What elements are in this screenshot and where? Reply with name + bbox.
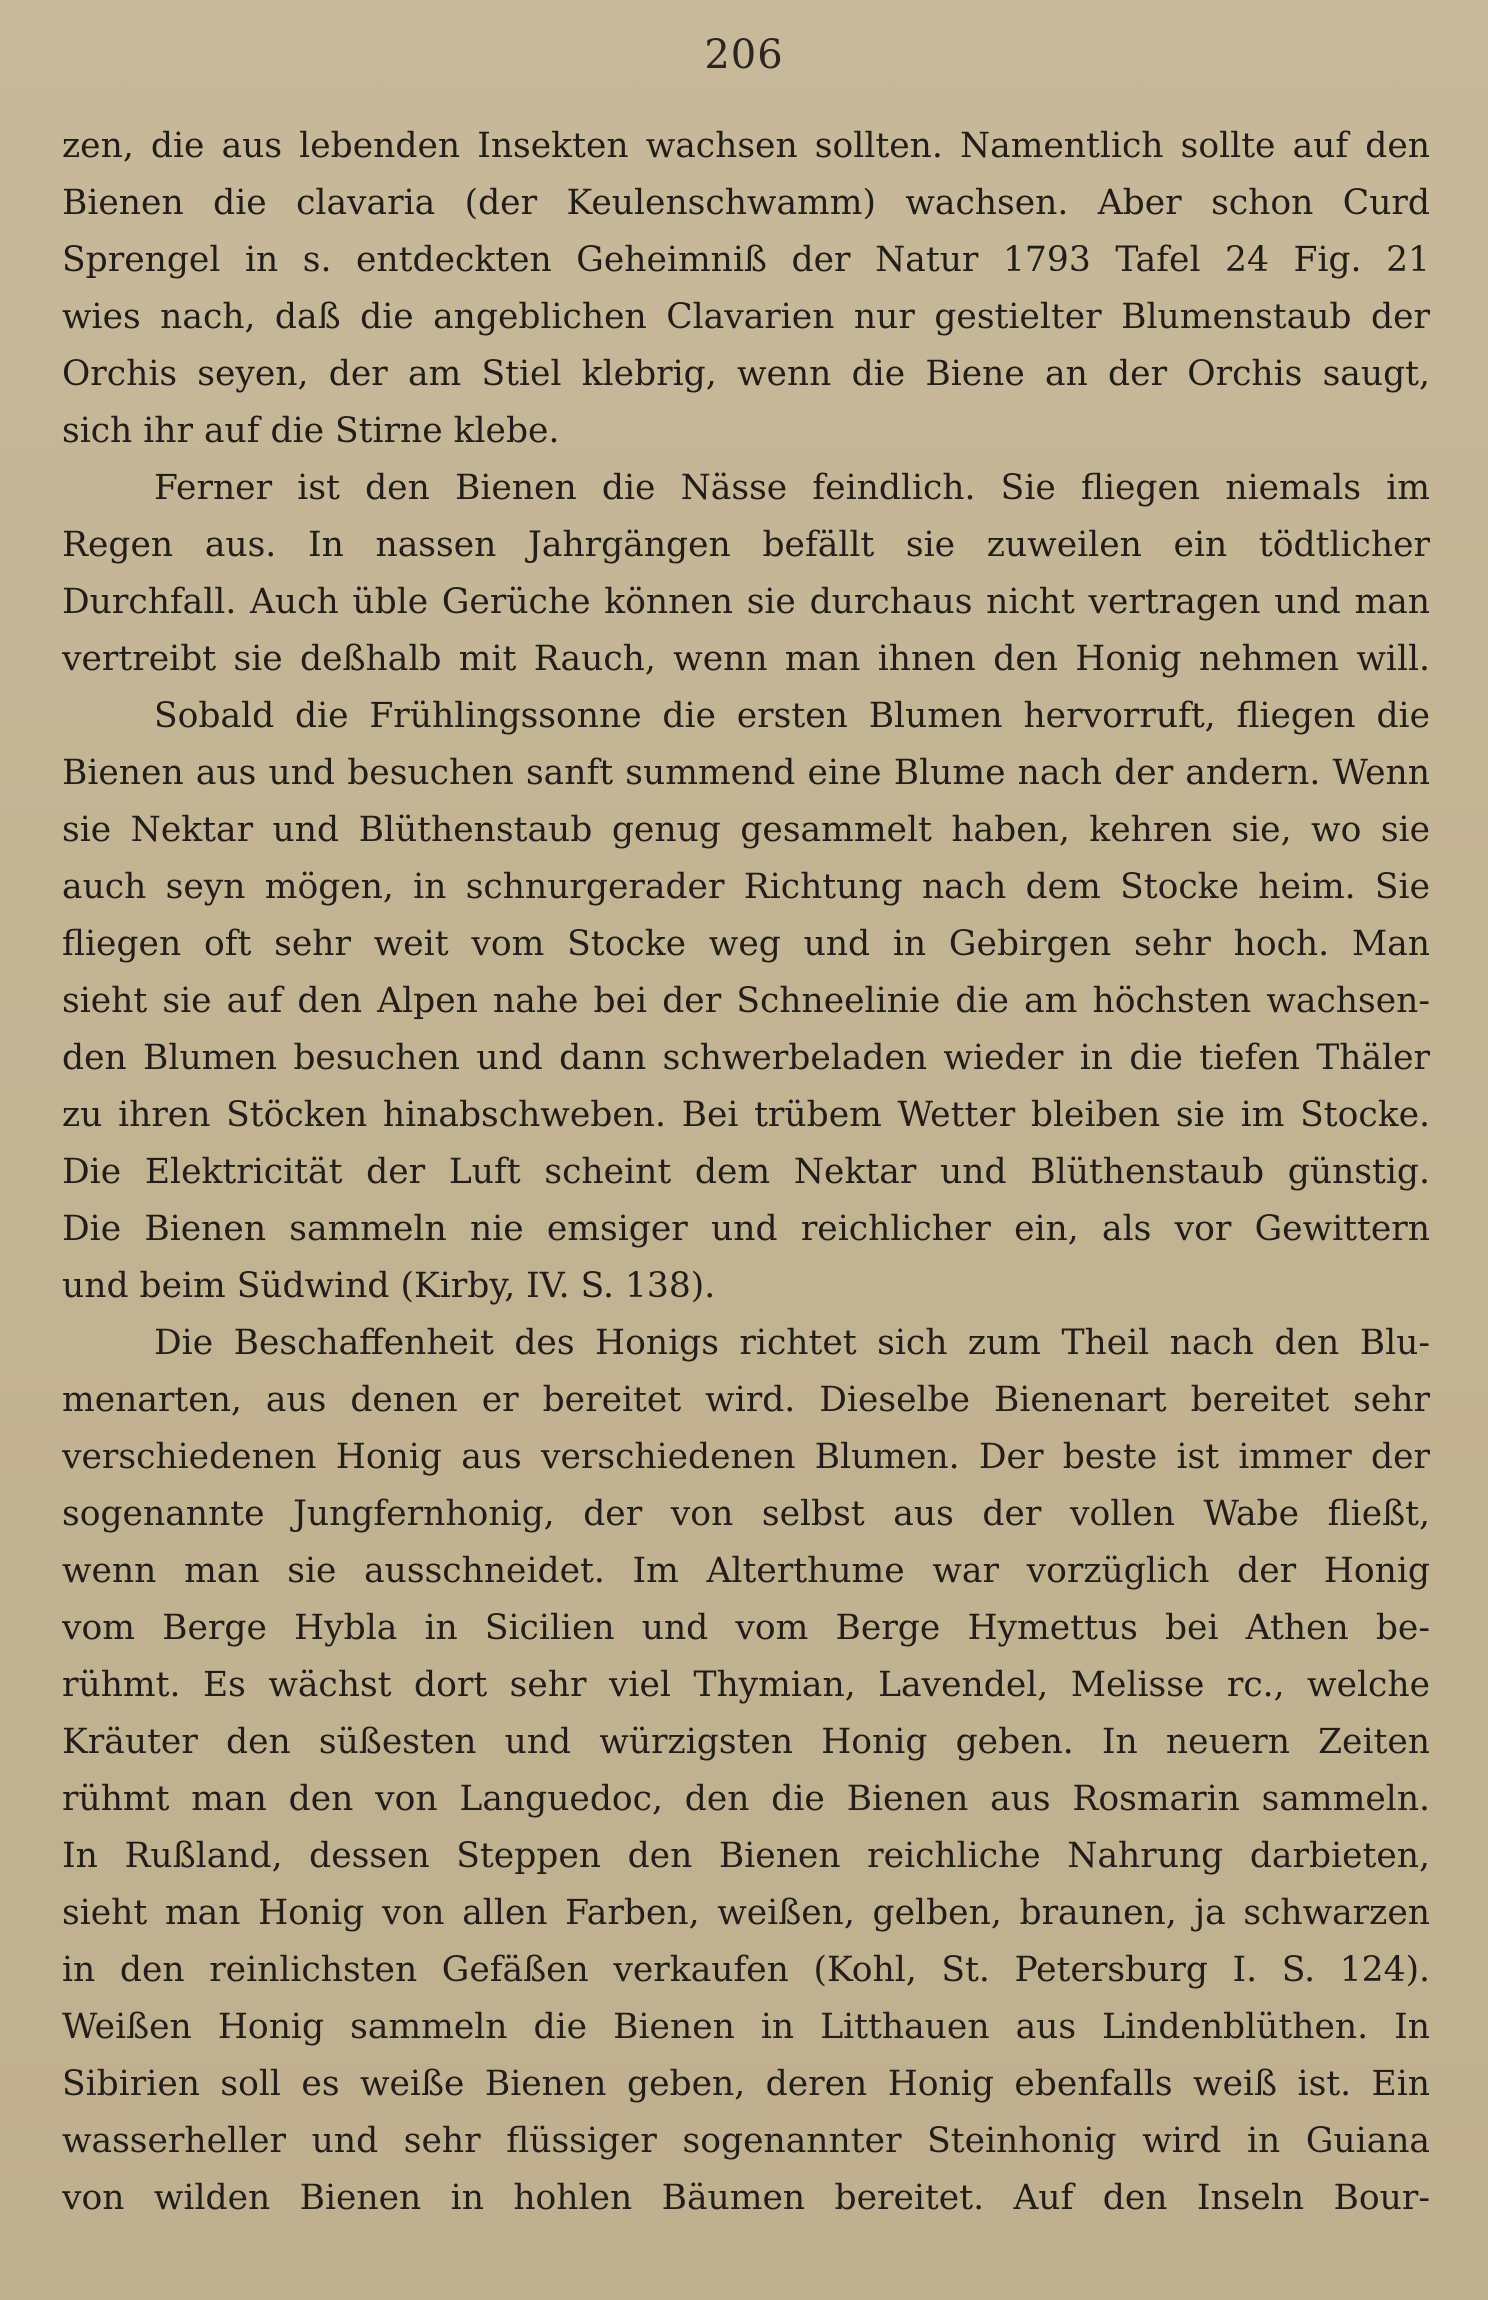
text-line: Die Bienen sammeln nie emsiger und reichlicher ein, als vor Gewittern bbox=[62, 1209, 1430, 1249]
text-line: fliegen oft sehr weit vom Stocke weg und in Gebirgen sehr hoch. Man bbox=[62, 924, 1430, 964]
text-line: Sprengel in s. entdeckten Geheimniß der Natur 1793 Tafel 24 Fig. 21 bbox=[62, 240, 1430, 280]
text-line: sich ihr auf die Stirne klebe. bbox=[62, 411, 560, 451]
text-line: Regen aus. In nassen Jahrgängen befällt sie zuweilen ein tödtlicher bbox=[62, 525, 1430, 565]
text-line: rühmt. Es wächst dort sehr viel Thymian, Lavendel, Melisse rc., welche bbox=[62, 1665, 1430, 1705]
text-line: Sobald die Frühlingssonne die ersten Blumen hervorruft, fliegen die bbox=[154, 696, 1430, 736]
text-line: Weißen Honig sammeln die Bienen in Litthauen aus Lindenblüthen. In bbox=[62, 2007, 1430, 2047]
text-line: wenn man sie ausschneidet. Im Alterthume war vorzüglich der Honig bbox=[62, 1551, 1430, 1591]
text-line: zu ihren Stöcken hinabschweben. Bei trübem Wetter bleiben sie im Stocke. bbox=[62, 1095, 1430, 1135]
text-line: Sibirien soll es weiße Bienen geben, deren Honig ebenfalls weiß ist. Ein bbox=[62, 2064, 1430, 2104]
text-line: sogenannte Jungfernhonig, der von selbst aus der vollen Wabe fließt, bbox=[62, 1494, 1430, 1534]
text-line: Durchfall. Auch üble Gerüche können sie durchaus nicht vertragen und man bbox=[62, 582, 1430, 622]
text-line: Ferner ist den Bienen die Nässe feindlich. Sie fliegen niemals im bbox=[154, 468, 1430, 508]
text-line: In Rußland, dessen Steppen den Bienen reichliche Nahrung darbieten, bbox=[62, 1836, 1430, 1876]
text-line: Kräuter den süßesten und würzigsten Honig geben. In neuern Zeiten bbox=[62, 1722, 1430, 1762]
text-line: und beim Südwind (Kirby, IV. S. 138). bbox=[62, 1266, 716, 1306]
text-line: von wilden Bienen in hohlen Bäumen bereitet. Auf den Inseln Bour- bbox=[62, 2178, 1430, 2218]
text-line: Bienen aus und besuchen sanft summend eine Blume nach der andern. Wenn bbox=[62, 753, 1430, 793]
text-line: rühmt man den von Languedoc, den die Bienen aus Rosmarin sammeln. bbox=[62, 1779, 1430, 1819]
text-line: vom Berge Hybla in Sicilien und vom Berge Hymettus bei Athen be- bbox=[62, 1608, 1430, 1648]
text-line: wasserheller und sehr flüssiger sogenannter Steinhonig wird in Guiana bbox=[62, 2121, 1430, 2161]
text-line: Orchis seyen, der am Stiel klebrig, wenn die Biene an der Orchis saugt, bbox=[62, 354, 1430, 394]
text-line: den Blumen besuchen und dann schwerbeladen wieder in die tiefen Thäler bbox=[62, 1038, 1430, 1078]
text-line: sieht man Honig von allen Farben, weißen, gelben, braunen, ja schwarzen bbox=[62, 1893, 1430, 1933]
text-line: zen, die aus lebenden Insekten wachsen sollten. Namentlich sollte auf den bbox=[62, 126, 1430, 166]
text-line: Bienen die clavaria (der Keulenschwamm) wachsen. Aber schon Curd bbox=[62, 183, 1430, 223]
text-line: menarten, aus denen er bereitet wird. Dieselbe Bienenart bereitet sehr bbox=[62, 1380, 1430, 1420]
text-line: in den reinlichsten Gefäßen verkaufen (Kohl, St. Petersburg I. S. 124). bbox=[62, 1950, 1430, 1990]
text-line: sieht sie auf den Alpen nahe bei der Schneelinie die am höchsten wachsen- bbox=[62, 981, 1430, 1021]
text-line: sie Nektar und Blüthenstaub genug gesammelt haben, kehren sie, wo sie bbox=[62, 810, 1430, 850]
text-line: auch seyn mögen, in schnurgerader Richtung nach dem Stocke heim. Sie bbox=[62, 867, 1430, 907]
text-line: wies nach, daß die angeblichen Clavarien nur gestielter Blumenstaub der bbox=[62, 297, 1430, 337]
text-line: Die Beschaffenheit des Honigs richtet sich zum Theil nach den Blu- bbox=[154, 1323, 1430, 1363]
text-line: verschiedenen Honig aus verschiedenen Blumen. Der beste ist immer der bbox=[62, 1437, 1430, 1477]
page-number: 206 bbox=[704, 32, 784, 78]
text-line: vertreibt sie deßhalb mit Rauch, wenn man ihnen den Honig nehmen will. bbox=[62, 639, 1430, 679]
body-text bbox=[62, 118, 1430, 2227]
text-line: Die Elektricität der Luft scheint dem Nektar und Blüthenstaub günstig. bbox=[62, 1152, 1430, 1192]
